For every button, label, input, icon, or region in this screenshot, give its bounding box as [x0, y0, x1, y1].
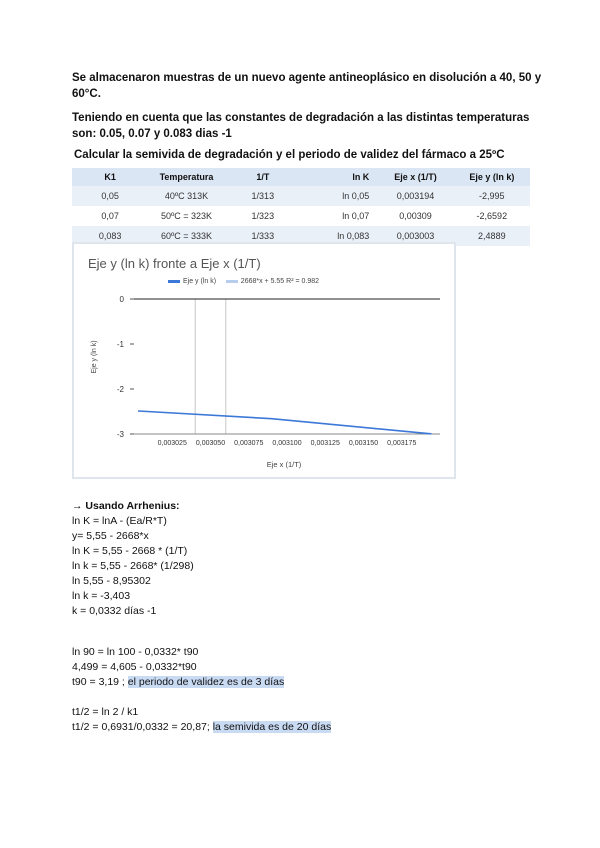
- table-cell: 50ºC = 323K: [148, 206, 224, 226]
- table-cell: -2,995: [454, 186, 530, 206]
- t90-line: ln 90 = ln 100 - 0,0332* t90: [72, 646, 199, 658]
- x-axis-label: Eje x (1/T): [266, 460, 302, 469]
- calc-line: ln k = 5,55 - 2668* (1/298): [72, 560, 194, 572]
- chart-title: Eje y (ln k) fronte a Eje x (1/T): [88, 256, 261, 271]
- arrhenius-heading: → Usando Arrhenius:: [72, 500, 180, 512]
- table-cell: 60ºC = 333K: [148, 226, 224, 246]
- table-cell: 0,003003: [377, 226, 453, 246]
- table-cell: 0,00309: [377, 206, 453, 226]
- y-tick-label: -3: [116, 430, 124, 439]
- col-header: 1/T: [225, 168, 301, 186]
- data-point: [430, 433, 432, 435]
- table-row: [72, 206, 530, 226]
- x-tick-label: 0,003175: [387, 440, 417, 447]
- table-cell: 0,05: [72, 186, 148, 206]
- calc-line: ln K = lnA - (Ea/R*T): [72, 515, 167, 527]
- data-point: [271, 418, 273, 420]
- half-life-highlight: la semivida es de 20 días: [212, 721, 332, 733]
- calc-line: k = 0,0332 días -1: [72, 605, 157, 617]
- calc-line: ln k = -3,403: [72, 590, 131, 602]
- data-table: [72, 168, 530, 246]
- table-cell: 0,083: [72, 226, 148, 246]
- table-header-row: [72, 168, 530, 186]
- table-cell: 1/333: [225, 226, 301, 246]
- calc-line: ln K = 5,55 - 2668 * (1/T): [72, 545, 188, 557]
- y-tick-label: 0: [119, 295, 124, 304]
- intro-paragraph-2: Teniendo en cuenta que las constantes de degradación a las distintas temperaturas son: 0.05, 0.07 y 0.083 dias -1: [72, 112, 530, 140]
- col-header: Eje x (1/T): [377, 168, 453, 186]
- table-cell: 40ºC 313K: [148, 186, 224, 206]
- x-tick-label: 0,003125: [310, 440, 340, 447]
- y-tick-label: -2: [116, 385, 124, 394]
- table-cell: 1/323: [225, 206, 301, 226]
- table-cell: 1/313: [225, 186, 301, 206]
- table-cell: 2,4889: [454, 226, 530, 246]
- y-axis-label: Eje y (ln k): [91, 340, 98, 374]
- calc-line: y= 5,55 - 2668*x: [72, 530, 149, 542]
- col-header: K1: [72, 168, 148, 186]
- x-tick-label: 0,003050: [195, 440, 226, 447]
- calc-line: ln 5,55 - 8,95302: [72, 575, 151, 587]
- half-life-value: t1/2 = 0,6931/0,0332 = 20,87;: [72, 721, 213, 733]
- series-line: [139, 411, 431, 434]
- line-chart: [72, 242, 456, 479]
- col-header: Eje y (ln k): [454, 168, 530, 186]
- col-header: Temperatura: [148, 168, 224, 186]
- t90-highlight: el periodo de validez es de 3 días: [127, 676, 285, 688]
- t90-line: 4,499 = 4,605 - 0,0332*t90: [72, 661, 197, 673]
- legend-label-series: Eje y (ln k): [183, 278, 217, 285]
- legend-label-trendline: 2668*x + 5.55 R² = 0.982: [240, 278, 320, 285]
- half-life-result: [72, 720, 331, 735]
- x-tick-label: 0,003025: [157, 440, 187, 447]
- col-header: ln K: [301, 168, 377, 186]
- table-cell: 0,003194: [377, 186, 453, 206]
- intro-paragraph-1: Se almacenaron muestras de un nuevo agente antineoplásico en disolución a 40, 50 y 60°C.: [72, 72, 542, 100]
- table-cell: ln 0,05: [301, 186, 377, 206]
- x-tick-label: 0,003150: [348, 440, 379, 447]
- table-cell: ln 0,07: [301, 206, 377, 226]
- t90-value: t90 = 3,19 ;: [72, 676, 128, 688]
- y-tick-label: -1: [116, 340, 124, 349]
- table-cell: ln 0,083: [301, 226, 377, 246]
- half-life-line: t1/2 = ln 2 / k1: [72, 706, 139, 718]
- table-cell: 0,07: [72, 206, 148, 226]
- table-row: [72, 186, 530, 206]
- t90-result: [72, 675, 284, 690]
- data-point: [138, 410, 140, 412]
- table-cell: -2,6592: [454, 206, 530, 226]
- x-tick-label: 0,003100: [272, 440, 302, 447]
- task-statement: Calcular la semivida de degradación y el periodo de validez del fármaco a 25ºC: [74, 149, 505, 161]
- x-tick-label: 0,003075: [234, 440, 264, 447]
